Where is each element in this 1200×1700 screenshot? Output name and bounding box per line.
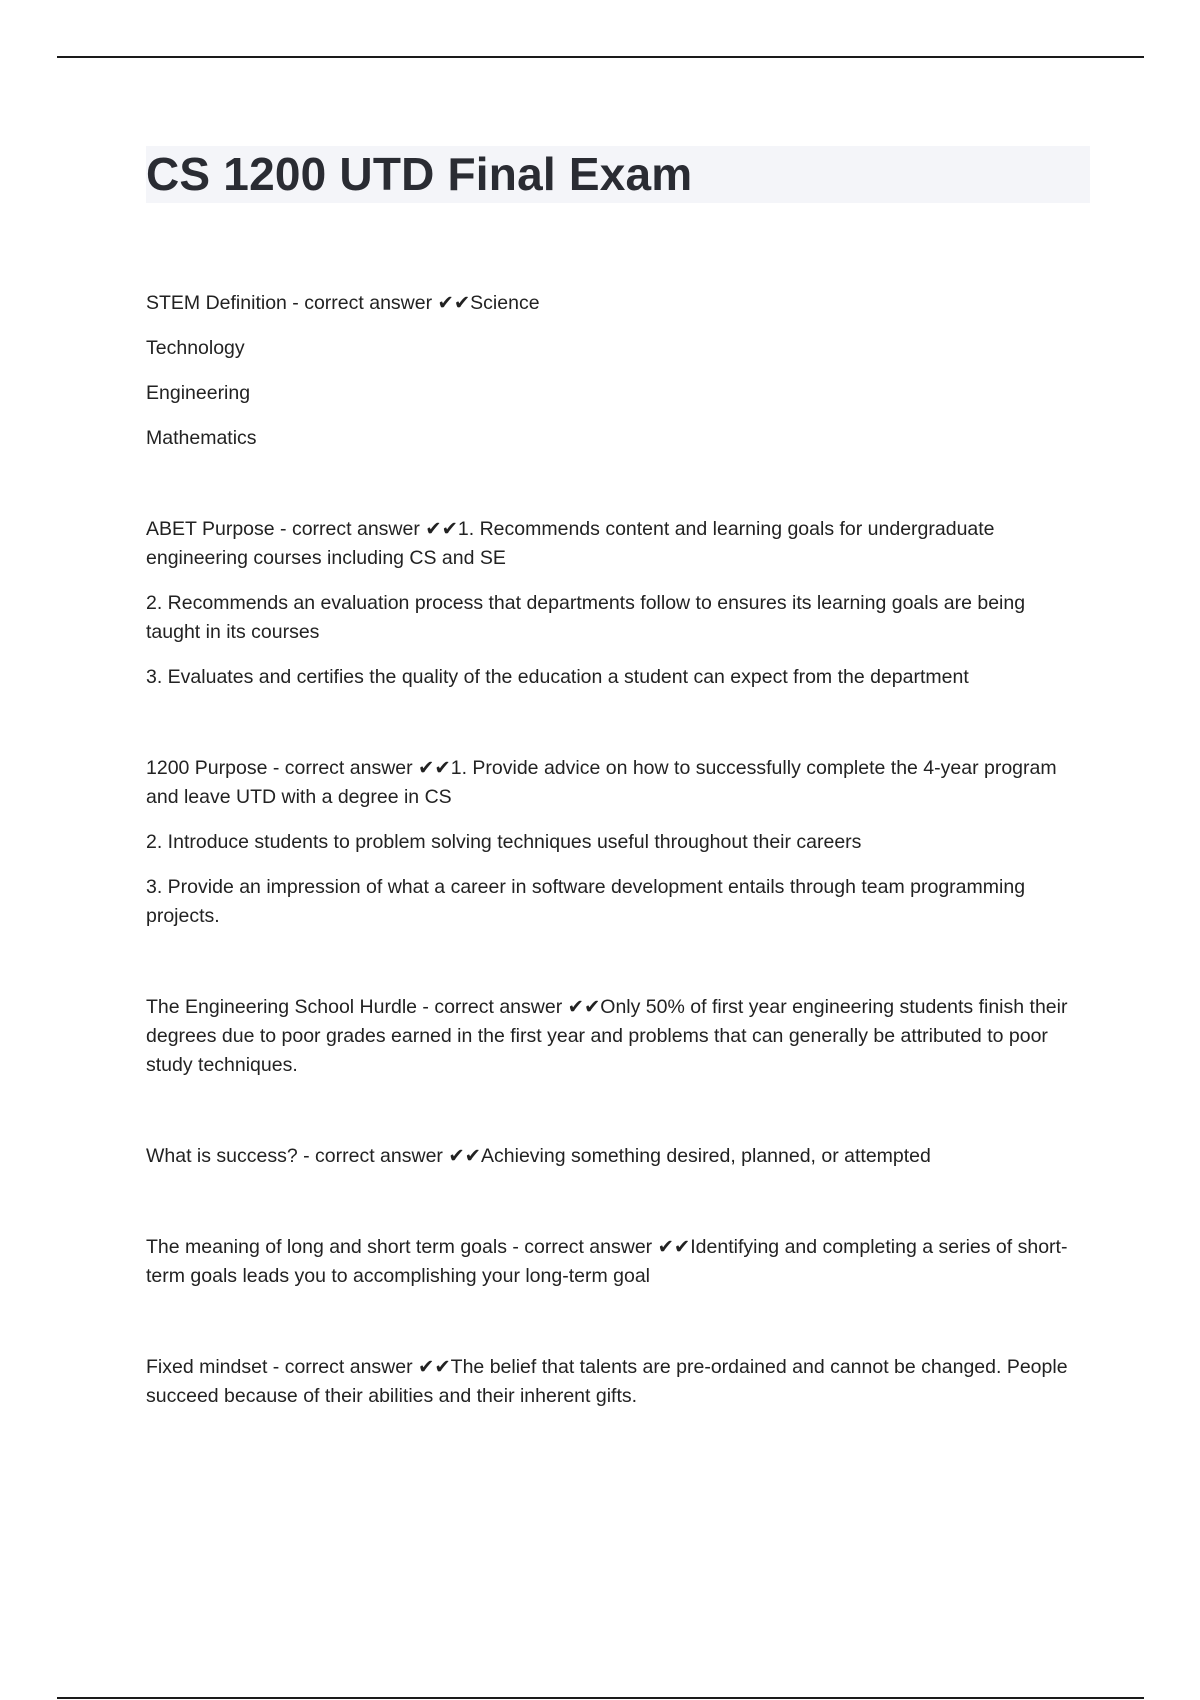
qa-list xyxy=(146,289,1076,1473)
qa-line: Mathematics xyxy=(146,427,257,449)
qa-line: What is success? - correct answer ✔✔Achieving something desired, planned, or attempted xyxy=(146,1145,931,1167)
qa-line: 1200 Purpose - correct answer ✔✔1. Provide advice on how to successfully complete the 4-year program and leave UTD with a degree in CS xyxy=(146,757,1057,808)
qa-entry-fixed-mindset xyxy=(146,1353,1076,1411)
qa-line: The meaning of long and short term goals - correct answer ✔✔Identifying and completing a series of short-term goals leads you to accomplishing your long-term goal xyxy=(146,1236,1068,1287)
page-title: CS 1200 UTD Final Exam xyxy=(146,148,693,200)
qa-line: Engineering xyxy=(146,382,251,404)
qa-line: The Engineering School Hurdle - correct answer ✔✔Only 50% of first year engineering students finish their degrees due to poor grades earned in the first year and problems that can generally be attributed to poor study techniques. xyxy=(146,996,1068,1076)
qa-entry-long-short-term-goals xyxy=(146,1233,1076,1291)
qa-entry-abet-purpose xyxy=(146,515,1076,692)
qa-entry-what-is-success xyxy=(146,1142,1076,1171)
bottom-rule xyxy=(57,1697,1144,1699)
qa-line: 3. Provide an impression of what a career in software development entails through team programming projects. xyxy=(146,876,1026,927)
qa-line: 2. Recommends an evaluation process that departments follow to ensures its learning goals are being taught in its courses xyxy=(146,592,1026,643)
qa-entry-stem-definition xyxy=(146,289,1076,453)
top-rule xyxy=(57,56,1144,58)
qa-line: Technology xyxy=(146,337,245,359)
qa-line: 2. Introduce students to problem solving techniques useful throughout their careers xyxy=(146,831,862,853)
qa-entry-1200-purpose xyxy=(146,754,1076,931)
qa-line: Fixed mindset - correct answer ✔✔The belief that talents are pre-ordained and cannot be changed. People succeed because of their abilities and their inherent gifts. xyxy=(146,1356,1068,1407)
qa-entry-engineering-school-hurdle xyxy=(146,993,1076,1080)
qa-line: 3. Evaluates and certifies the quality of the education a student can expect from the department xyxy=(146,666,969,688)
qa-line: STEM Definition - correct answer ✔✔Science xyxy=(146,292,540,314)
qa-line: ABET Purpose - correct answer ✔✔1. Recommends content and learning goals for undergraduate engineering courses including CS and SE xyxy=(146,518,995,569)
